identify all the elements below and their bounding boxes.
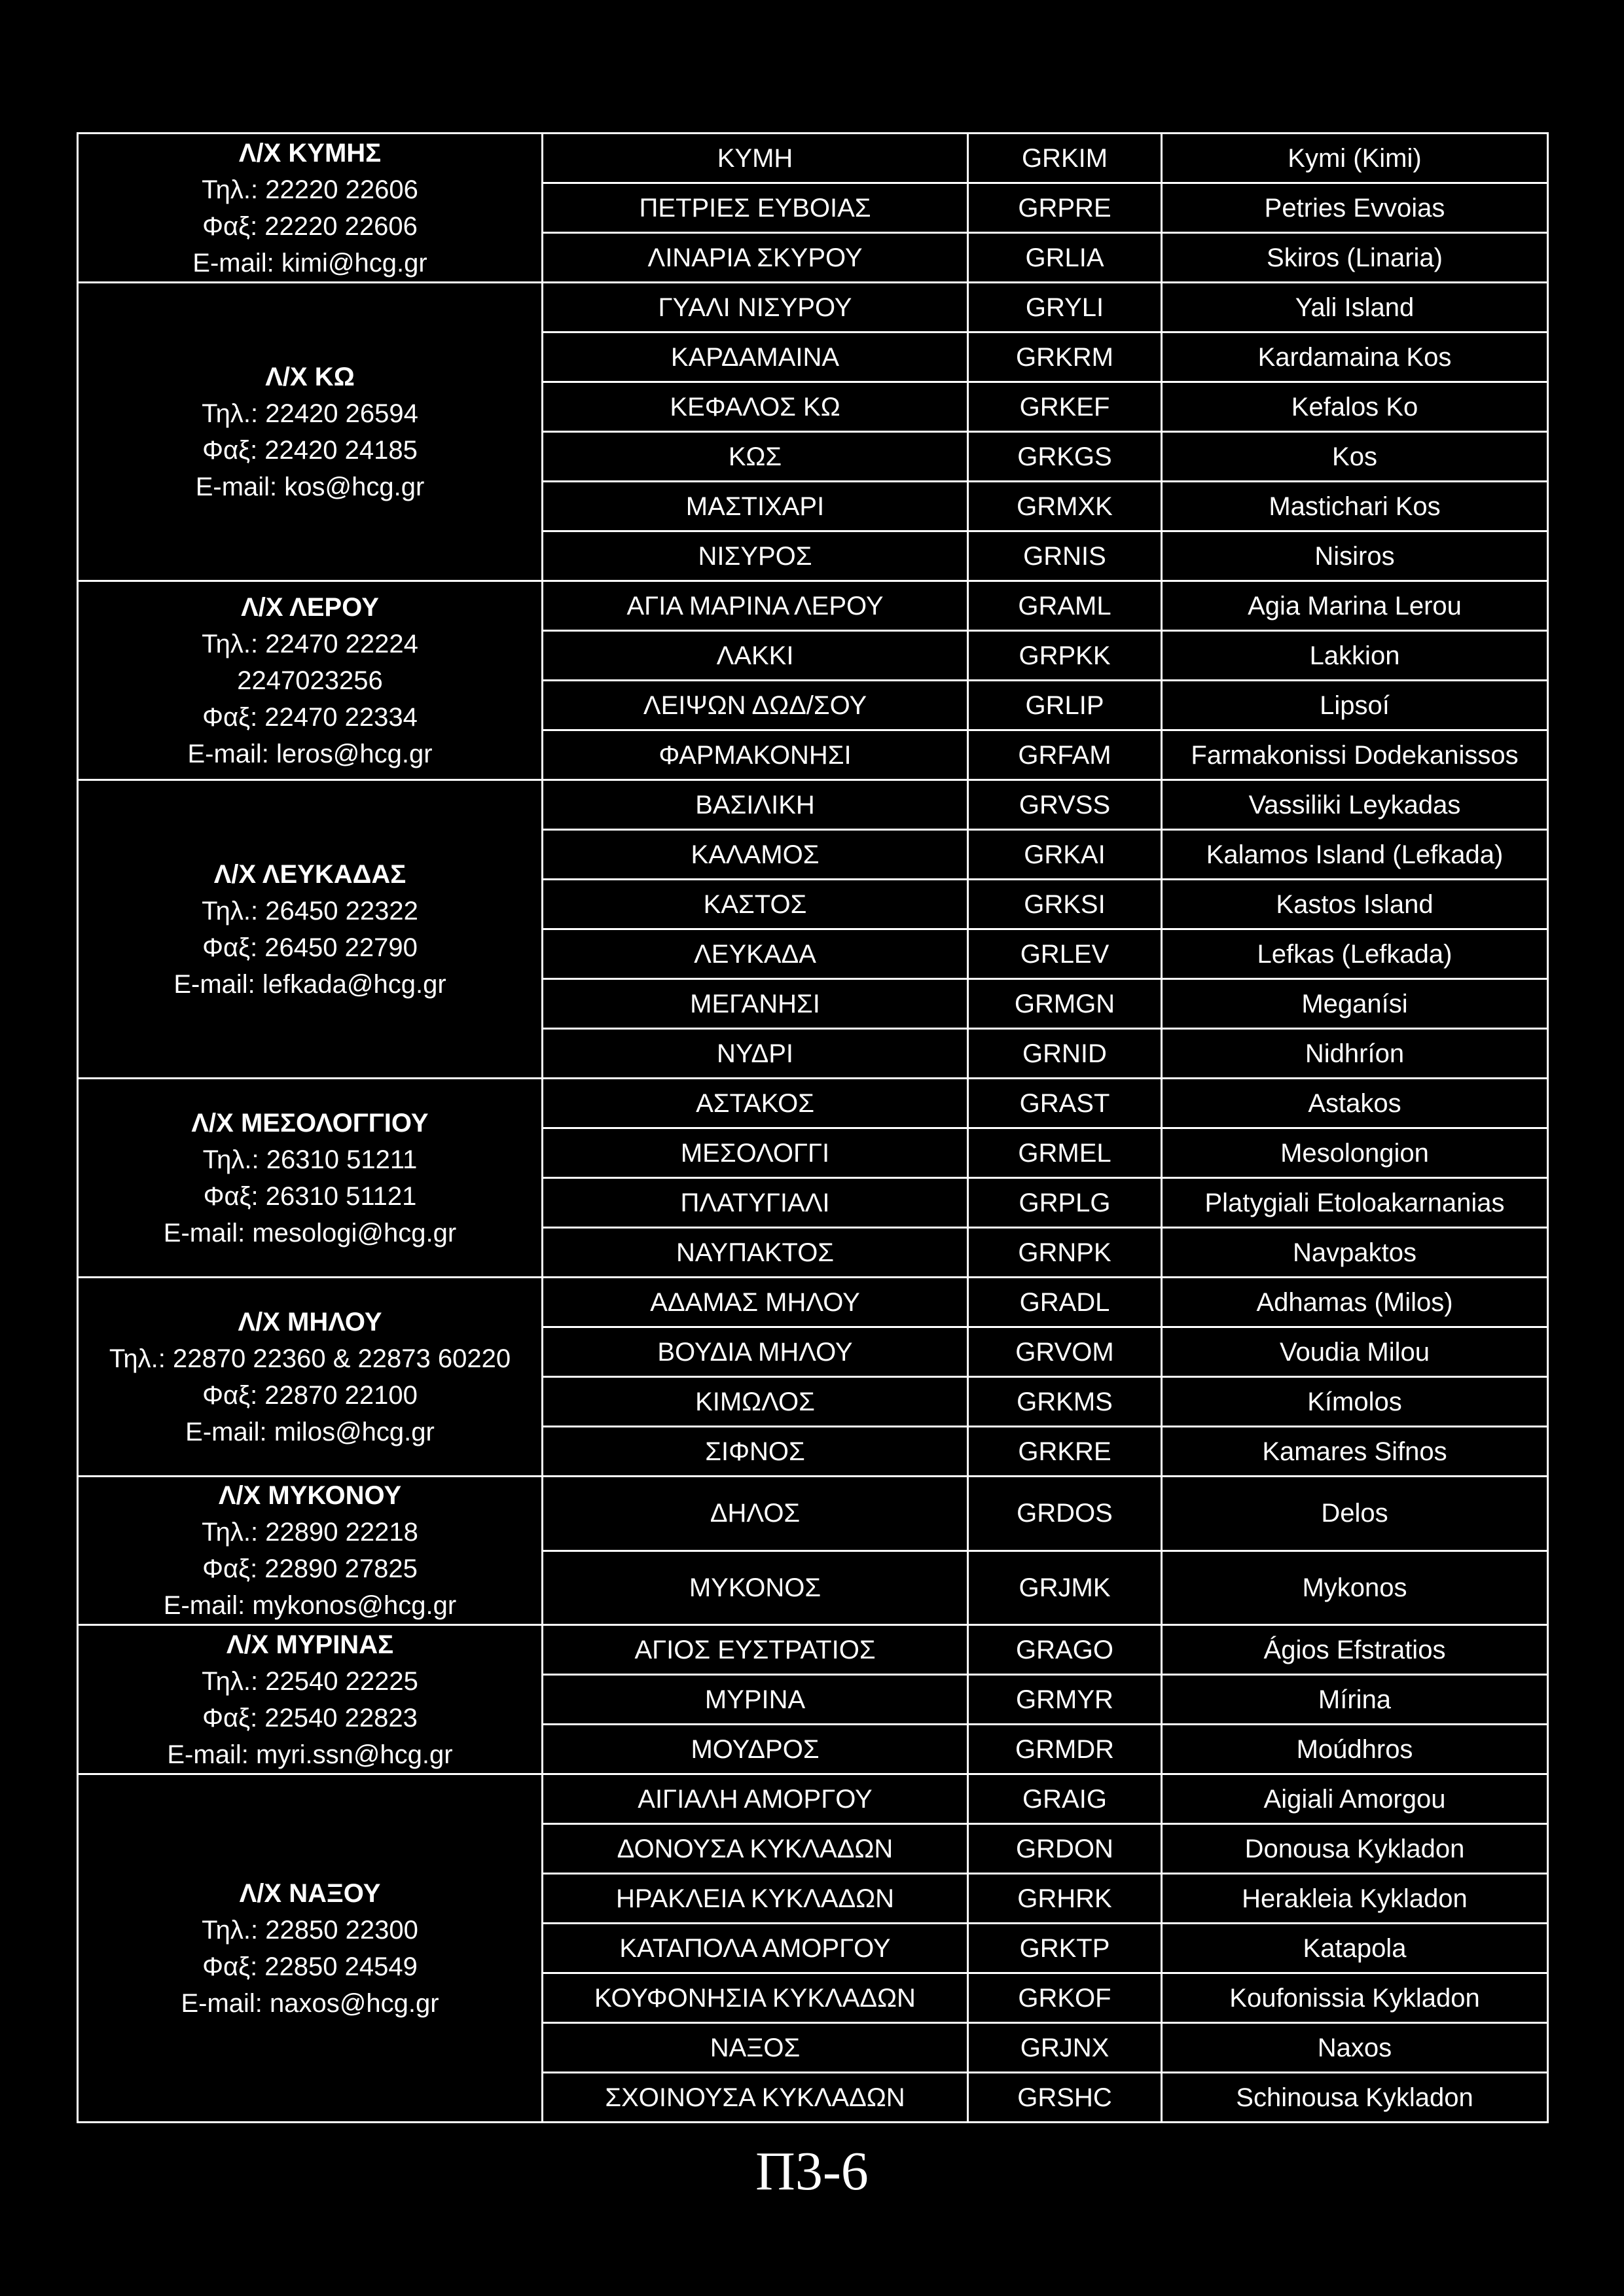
- port-name-english: Meganísi: [1162, 979, 1548, 1029]
- port-name-english: Katapola: [1162, 1924, 1548, 1973]
- table-row: [78, 1278, 1548, 1327]
- port-code: GRAIG: [968, 1774, 1162, 1824]
- port-name-english: Naxos: [1162, 2023, 1548, 2073]
- port-code: GRKMS: [968, 1377, 1162, 1427]
- port-name-greek: ΜΥΚΟΝΟΣ: [543, 1551, 968, 1625]
- port-code: GRYLI: [968, 283, 1162, 332]
- port-code: GRPKK: [968, 631, 1162, 681]
- port-name-english: Agia Marina Lerou: [1162, 581, 1548, 631]
- port-name-greek: ΓΥΑΛΙ ΝΙΣΥΡΟΥ: [543, 283, 968, 332]
- port-name-english: Kymi (Kimi): [1162, 134, 1548, 183]
- port-name-greek: ΛΙΝΑΡΙΑ ΣΚΥΡΟΥ: [543, 233, 968, 283]
- port-name-greek: ΑΣΤΑΚΟΣ: [543, 1079, 968, 1128]
- office-contact-line: Φαξ: 26310 51121: [203, 1181, 417, 1211]
- table-row: [78, 780, 1548, 830]
- office-name: Λ/Χ ΜΥΡΙΝΑΣ: [226, 1630, 394, 1659]
- port-name-english: Schinousa Kykladon: [1162, 2073, 1548, 2123]
- office-contact-line: E-mail: leros@hcg.gr: [187, 739, 433, 768]
- port-code: GRHRK: [968, 1874, 1162, 1924]
- port-code: GRVOM: [968, 1327, 1162, 1377]
- port-code: GRFAM: [968, 730, 1162, 780]
- port-name-english: Koufonissia Kykladon: [1162, 1973, 1548, 2023]
- office-contact-line: Τηλ.: 22540 22225: [202, 1666, 418, 1696]
- port-code: GRKRE: [968, 1427, 1162, 1477]
- port-name-english: Kalamos Island (Lefkada): [1162, 830, 1548, 880]
- port-name-english: Vassiliki Leykadas: [1162, 780, 1548, 830]
- port-name-greek: ΜΥΡΙΝΑ: [543, 1675, 968, 1725]
- port-name-greek: ΚΕΦΑΛΟΣ ΚΩ: [543, 382, 968, 432]
- office-contact-line: Τηλ.: 22850 22300: [202, 1915, 418, 1945]
- office-name: Λ/Χ ΜΗΛΟΥ: [238, 1307, 382, 1336]
- port-name-greek: ΜΕΓΑΝΗΣΙ: [543, 979, 968, 1029]
- port-name-greek: ΚΑΛΑΜΟΣ: [543, 830, 968, 880]
- port-code: GRDON: [968, 1824, 1162, 1874]
- port-name-english: Voudia Milou: [1162, 1327, 1548, 1377]
- port-name-english: Kímolos: [1162, 1377, 1548, 1427]
- port-code: GRNPK: [968, 1228, 1162, 1278]
- office-contact-cell: [78, 1079, 543, 1278]
- port-code: GRNID: [968, 1029, 1162, 1079]
- office-contact-cell: [78, 1278, 543, 1477]
- office-name: Λ/Χ ΛΕΥΚΑΔΑΣ: [213, 859, 406, 889]
- port-name-greek: ΜΕΣΟΛΟΓΓΙ: [543, 1128, 968, 1178]
- port-code: GRKRM: [968, 332, 1162, 382]
- port-name-english: Farmakonissi Dodekanissos: [1162, 730, 1548, 780]
- port-code: GRADL: [968, 1278, 1162, 1327]
- port-name-english: Petries Evvoias: [1162, 183, 1548, 233]
- table-row: [78, 134, 1548, 183]
- port-name-greek: ΑΓΙΑ ΜΑΡΙΝΑ ΛΕΡΟΥ: [543, 581, 968, 631]
- port-code: GRLEV: [968, 929, 1162, 979]
- port-name-greek: ΒΑΣΙΛΙΚΗ: [543, 780, 968, 830]
- office-name: Λ/Χ ΝΑΞΟΥ: [239, 1878, 381, 1908]
- port-name-greek: ΗΡΑΚΛΕΙΑ ΚΥΚΛΑΔΩΝ: [543, 1874, 968, 1924]
- office-contact-cell: [78, 1625, 543, 1774]
- port-name-english: Aigiali Amorgou: [1162, 1774, 1548, 1824]
- office-contact-line: Φαξ: 22220 22606: [202, 211, 418, 241]
- port-name-greek: ΚΑΡΔΑΜΑΙΝΑ: [543, 332, 968, 382]
- office-contact-line: E-mail: mesologi@hcg.gr: [163, 1218, 457, 1247]
- port-name-greek: ΚΟΥΦΟΝΗΣΙΑ ΚΥΚΛΑΔΩΝ: [543, 1973, 968, 2023]
- port-name-greek: ΝΑΞΟΣ: [543, 2023, 968, 2073]
- office-contact-line: 2247023256: [237, 666, 383, 695]
- office-contact-line: Τηλ.: 22220 22606: [202, 175, 418, 204]
- table-row: [78, 581, 1548, 631]
- port-code: GRKOF: [968, 1973, 1162, 2023]
- table-row: [78, 1625, 1548, 1675]
- office-contact-line: Τηλ.: 26310 51211: [202, 1145, 418, 1174]
- office-contact-line: Φαξ: 22890 27825: [202, 1554, 418, 1583]
- port-name-english: Donousa Kykladon: [1162, 1824, 1548, 1874]
- port-code: GRNIS: [968, 531, 1162, 581]
- port-name-greek: ΛΕΥΚΑΔΑ: [543, 929, 968, 979]
- port-code: GRKAI: [968, 830, 1162, 880]
- table-body: [78, 134, 1548, 2123]
- office-contact-line: Φαξ: 22470 22334: [202, 702, 418, 732]
- port-code: GRKGS: [968, 432, 1162, 482]
- office-contact-line: Φαξ: 22850 24549: [202, 1952, 418, 1981]
- table-row: [78, 283, 1548, 332]
- port-name-english: Nidhríon: [1162, 1029, 1548, 1079]
- port-name-english: Lefkas (Lefkada): [1162, 929, 1548, 979]
- port-code: GRAML: [968, 581, 1162, 631]
- port-code: GRAGO: [968, 1625, 1162, 1675]
- port-name-greek: ΑΙΓΙΑΛΗ ΑΜΟΡΓΟΥ: [543, 1774, 968, 1824]
- office-contact-line: E-mail: kimi@hcg.gr: [192, 248, 427, 278]
- port-name-greek: ΣΧΟΙΝΟΥΣΑ ΚΥΚΛΑΔΩΝ: [543, 2073, 968, 2123]
- office-contact-cell: [78, 780, 543, 1079]
- port-name-english: Kamares Sifnos: [1162, 1427, 1548, 1477]
- office-contact-cell: [78, 1477, 543, 1625]
- port-name-english: Ágios Efstratios: [1162, 1625, 1548, 1675]
- port-name-english: Moúdhros: [1162, 1725, 1548, 1774]
- port-code: GRDOS: [968, 1477, 1162, 1551]
- port-name-greek: ΔΗΛΟΣ: [543, 1477, 968, 1551]
- office-contact-line: Φαξ: 22420 24185: [202, 435, 418, 465]
- port-code: GRKTP: [968, 1924, 1162, 1973]
- port-name-english: Kastos Island: [1162, 880, 1548, 929]
- office-contact-line: Τηλ.: 22870 22360 & 22873 60220: [109, 1344, 511, 1373]
- port-code: GRMGN: [968, 979, 1162, 1029]
- port-name-english: Delos: [1162, 1477, 1548, 1551]
- port-name-greek: ΠΛΑΤΥΓΙΑΛΙ: [543, 1178, 968, 1228]
- port-code: GRKIM: [968, 134, 1162, 183]
- office-contact-line: Τηλ.: 26450 22322: [202, 896, 418, 925]
- port-name-greek: ΚΑΤΑΠΟΛΑ ΑΜΟΡΓΟΥ: [543, 1924, 968, 1973]
- port-code: GRMEL: [968, 1128, 1162, 1178]
- port-code: GRLIA: [968, 233, 1162, 283]
- port-name-greek: ΚΥΜΗ: [543, 134, 968, 183]
- port-code: GRJMK: [968, 1551, 1162, 1625]
- port-name-greek: ΚΩΣ: [543, 432, 968, 482]
- port-name-greek: ΝΑΥΠΑΚΤΟΣ: [543, 1228, 968, 1278]
- port-name-english: Adhamas (Milos): [1162, 1278, 1548, 1327]
- office-contact-line: E-mail: lefkada@hcg.gr: [173, 969, 446, 999]
- port-name-english: Yali Island: [1162, 283, 1548, 332]
- office-contact-line: Τηλ.: 22420 26594: [202, 399, 418, 428]
- office-contact-line: Φαξ: 26450 22790: [202, 933, 418, 962]
- office-contact-line: E-mail: milos@hcg.gr: [185, 1417, 435, 1446]
- port-name-english: Navpaktos: [1162, 1228, 1548, 1278]
- port-name-english: Mykonos: [1162, 1551, 1548, 1625]
- port-name-english: Mesolongion: [1162, 1128, 1548, 1178]
- office-contact-cell: [78, 134, 543, 283]
- page-number: Π3-6: [755, 2141, 869, 2202]
- port-code: GRLIP: [968, 681, 1162, 730]
- port-name-greek: ΚΑΣΤΟΣ: [543, 880, 968, 929]
- port-code: GRMYR: [968, 1675, 1162, 1725]
- port-name-english: Mastichari Kos: [1162, 482, 1548, 531]
- office-contact-line: Τηλ.: 22470 22224: [202, 629, 418, 658]
- port-name-english: Mírina: [1162, 1675, 1548, 1725]
- office-name: Λ/Χ ΚΥΜΗΣ: [238, 138, 382, 168]
- port-code: GRMXK: [968, 482, 1162, 531]
- office-contact-line: E-mail: kos@hcg.gr: [195, 472, 425, 501]
- office-name: Λ/Χ ΜΥΚΟΝΟΥ: [218, 1481, 402, 1510]
- port-name-greek: ΛΑΚΚΙ: [543, 631, 968, 681]
- port-code: GRVSS: [968, 780, 1162, 830]
- port-name-greek: ΑΔΑΜΑΣ ΜΗΛΟΥ: [543, 1278, 968, 1327]
- port-name-greek: ΠΕΤΡΙΕΣ ΕΥΒΟΙΑΣ: [543, 183, 968, 233]
- port-name-english: Platygiali Etoloakarnanias: [1162, 1178, 1548, 1228]
- office-contact-cell: [78, 1774, 543, 2123]
- table-row: [78, 1774, 1548, 1824]
- port-name-greek: ΜΑΣΤΙΧΑΡΙ: [543, 482, 968, 531]
- port-name-english: Lipsoí: [1162, 681, 1548, 730]
- port-code: GRMDR: [968, 1725, 1162, 1774]
- port-name-english: Kefalos Ko: [1162, 382, 1548, 432]
- port-name-greek: ΣΙΦΝΟΣ: [543, 1427, 968, 1477]
- office-contact-line: Φαξ: 22540 22823: [202, 1703, 418, 1732]
- office-contact-line: E-mail: naxos@hcg.gr: [181, 1988, 439, 2018]
- table-row: [78, 1079, 1548, 1128]
- port-code: GRAST: [968, 1079, 1162, 1128]
- port-name-english: Lakkion: [1162, 631, 1548, 681]
- port-name-english: Kos: [1162, 432, 1548, 482]
- port-code: GRJNX: [968, 2023, 1162, 2073]
- office-contact-line: Τηλ.: 22890 22218: [202, 1518, 418, 1547]
- port-name-greek: ΑΓΙΟΣ ΕΥΣΤΡΑΤΙΟΣ: [543, 1625, 968, 1675]
- port-name-greek: ΒΟΥΔΙΑ ΜΗΛΟΥ: [543, 1327, 968, 1377]
- port-name-greek: ΛΕΙΨΩΝ ΔΩΔ/ΣΟΥ: [543, 681, 968, 730]
- office-name: Λ/Χ ΜΕΣΟΛΟΓΓΙΟΥ: [191, 1108, 429, 1138]
- port-name-greek: ΦΑΡΜΑΚΟΝΗΣΙ: [543, 730, 968, 780]
- port-code: GRKSI: [968, 880, 1162, 929]
- port-name-english: Astakos: [1162, 1079, 1548, 1128]
- office-name: Λ/Χ ΛΕΡΟΥ: [241, 592, 379, 622]
- office-contact-line: E-mail: mykonos@hcg.gr: [163, 1591, 457, 1620]
- port-name-greek: ΝΥΔΡΙ: [543, 1029, 968, 1079]
- port-name-greek: ΝΙΣΥΡΟΣ: [543, 531, 968, 581]
- port-name-english: Skiros (Linaria): [1162, 233, 1548, 283]
- table-row: [78, 1477, 1548, 1551]
- office-contact-cell: [78, 283, 543, 581]
- port-code: GRSHC: [968, 2073, 1162, 2123]
- port-code: GRPRE: [968, 183, 1162, 233]
- office-name: Λ/Χ ΚΩ: [265, 362, 355, 391]
- port-directory-table: [77, 132, 1549, 2123]
- port-name-english: Kardamaina Kos: [1162, 332, 1548, 382]
- port-name-english: Nisiros: [1162, 531, 1548, 581]
- port-name-greek: ΚΙΜΩΛΟΣ: [543, 1377, 968, 1427]
- port-name-english: Herakleia Kykladon: [1162, 1874, 1548, 1924]
- port-name-greek: ΜΟΥΔΡΟΣ: [543, 1725, 968, 1774]
- office-contact-line: Φαξ: 22870 22100: [202, 1380, 418, 1410]
- port-code: GRKEF: [968, 382, 1162, 432]
- office-contact-line: E-mail: myri.ssn@hcg.gr: [167, 1740, 453, 1769]
- port-name-greek: ΔΟΝΟΥΣΑ ΚΥΚΛΑΔΩΝ: [543, 1824, 968, 1874]
- office-contact-cell: [78, 581, 543, 780]
- port-code: GRPLG: [968, 1178, 1162, 1228]
